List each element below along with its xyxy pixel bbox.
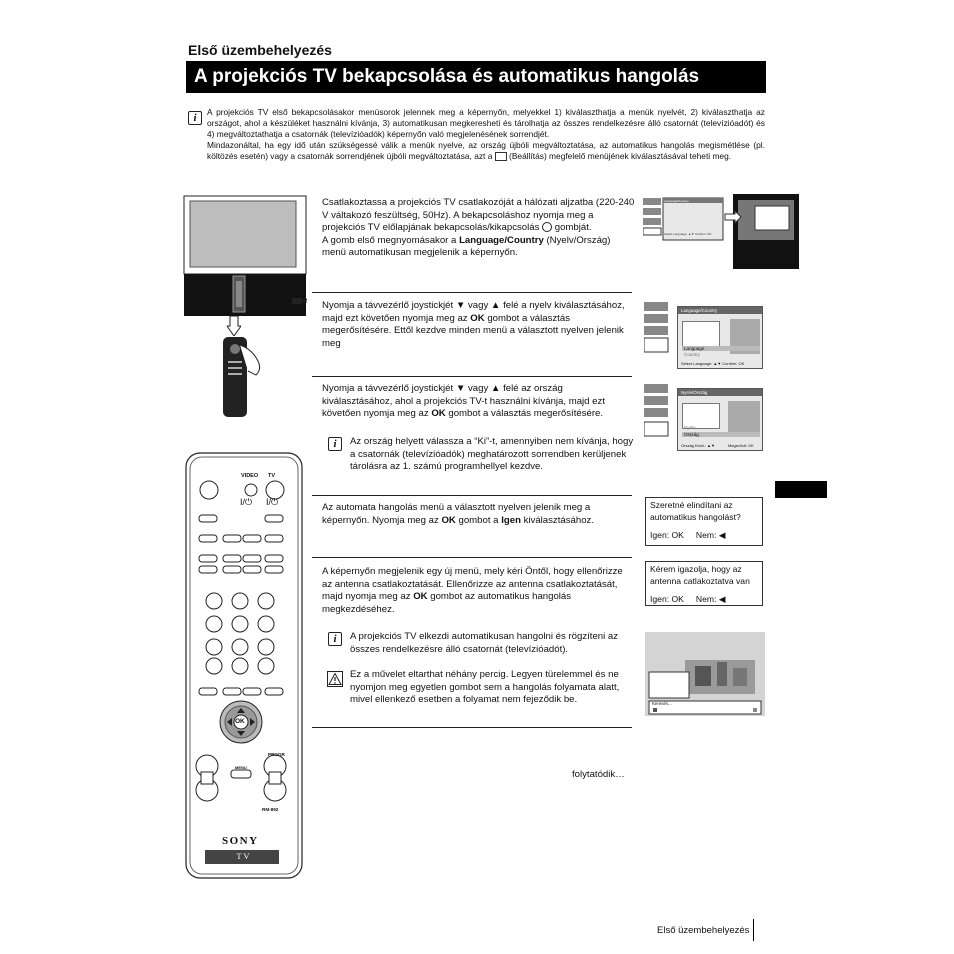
footer-rule [753,919,754,941]
remote-brand-logo: SONY [222,835,259,847]
step-3-note: Az ország helyett válassza a “Ki”-t, amennyiben nem kívánja, hogy a csatornák (televízióadók) meghatározott sorrendben kerüljenek tárolásra az 1. számú programhellyel kezdve. [350,436,634,472]
nyelv-orszag-menu [677,388,763,451]
language-country-menu [677,306,763,369]
warning-icon [327,671,343,687]
search-progress-label: Keresés... [652,701,672,706]
info-icon: i [328,632,342,646]
setup-icon [495,152,507,161]
menu-hint-select: Ország Kivál.: ▲▼ [681,443,715,448]
chapter-tab [775,481,827,498]
menu-title: Nyelv/Ország [678,389,762,396]
yes-option[interactable]: Igen: OK [650,594,684,604]
menu-title: Language/Country [678,307,762,314]
no-option[interactable]: Nem: ◀ [695,594,726,604]
remote-video-label: VIDEO [241,473,259,479]
remote-model-label: RM-892 [262,807,279,812]
menu-option-nyelv[interactable]: Nyelv [684,425,696,430]
intro-text [207,107,765,162]
remote-tv-badge: T V [236,851,250,861]
prompt-line-2: automatikus hangolást? [650,511,741,522]
auto-tuning-prompt [645,497,763,546]
arrow-down-icon [227,316,241,336]
remote-tv-label: TV [268,473,276,479]
remote-ok-label: OK [235,718,245,725]
menu-option-language[interactable]: Language [682,346,760,351]
step-5-note-1: A projekciós TV elkezdi automatikusan hangolni és rögzíteni az összes rendelkezésre álló csatornát (televízióadót). [350,631,619,655]
remote-menu-label: MENU [235,765,247,770]
menu-hint-confirm: Megerősít: OK [728,443,754,448]
menu-preview-box [682,321,720,347]
plug-icon [292,296,308,306]
thumb-menu-title: Language/Country [664,199,689,203]
antenna-check-prompt [645,561,763,606]
intro-paragraph-1: A projekciós TV első bekapcsolásakor menüsorok jelennek meg a képernyőn, melyekkel 1) kiválaszthatja a menük nyelvét, 2) kiválaszthatja az országot, ahol a készüléket használni kívánja, 3) automatikusan megkeresheti és tárolhatja az összes rendelkezésre álló csatornát (televízióadót) és 4) megváltoztathatja a csatornák (televízióadók) képernyőn való megjelenésének sorrendjét. [207,107,765,139]
remote-power-label-left: I/⏻ [240,497,253,507]
prompt-line-2: antenna catlakoztatva van [650,575,750,586]
menu-option-country[interactable]: Country [684,352,701,357]
continued-label: folytatódik… [572,769,625,780]
remote-progr-label: PROGR [268,752,285,757]
divider [312,557,632,558]
divider [312,292,632,293]
menu-hint: Select Language: ▲▼ Confirm: OK [681,361,745,366]
page-title: A projekciós TV bekapcsolása és automatikus hangolás [186,61,766,93]
remote-control-illustration [185,452,303,879]
menu-side-tabs [644,302,672,358]
divider [312,376,632,377]
step-5-text: A képernyőn megjelenik egy új menü, mely kéri Öntől, hogy ellenőrizze az antenna csatlakoztatását. Ellenőrizze az antenna csatlakoztatását, majd nyomja meg az OK gombot az automatikus hangolás megkezdéséhez. [322,566,623,615]
yes-option[interactable]: Igen: OK [650,530,684,540]
prompt-line-1: Kérem igazolja, hogy az [650,564,742,574]
step-2-text: Nyomja a távvezérlő joystickjét ▼ vagy ▲ felé a nyelv kiválasztásához, majd ezt követően nyomja meg az OK gombot a választás megerősítésére. Ettől kezdve minden menü a választott nyelven jelenik meg [322,300,625,349]
step-5-note-2: Ez a művelet eltarthat néhány percig. Legyen türelemmel és ne nyomjon meg egyetlen gombot sem a hangolás folyamata alatt, mivel ellenkező esetben a folyamat nem fejeződik be. [350,669,620,705]
info-icon: i [328,437,342,451]
divider [312,727,632,728]
prompt-line-1: Szeretné elindítani az [650,500,733,510]
menu-list [728,401,760,435]
projection-tv-illustration [183,195,308,325]
step-3-text: Nyomja a távvezérlő joystickjét ▼ vagy ▲ felé az ország kiválasztásához, ahol a projekciós TV-t használni kívánja, majd ezt követően nyomja meg az OK gombot a választás megerősítésére. [322,383,605,419]
thumb-menu-hint: Select Language: ▲▼ Confirm: OK [664,232,712,236]
footer-section-label: Első üzembehelyezés [657,925,750,936]
step-1-text: Csatlakoztassa a projekciós TV csatlakozóját a hálózati aljzatba (220-240 V váltakozó feszültség, 50Hz). A bekapcsoláshoz nyomja meg a projekciós TV előlapjának bekapcsolás/kikapcsolás gombját. A gomb első megnyomásakor a Language/Country (Nyelv/Ország) menü automatikusan megjelenik a képernyőn. [322,197,635,258]
step-4-text: Az automata hangolás menü a választott nyelven jelenik meg a képernyőn. Nyomja meg az OK gombot a Igen kiválasztásához. [322,502,594,526]
remote-power-label-right: I/⏻ [266,497,279,507]
menu-side-tabs [644,384,672,442]
section-label: Első üzembehelyezés [188,42,332,58]
menu-option-orszag[interactable]: Ország [682,432,760,437]
divider [312,495,632,496]
no-option[interactable]: Nem: ◀ [695,530,726,540]
power-icon [542,222,552,232]
small-remote-hand-illustration [218,335,268,420]
intro-paragraph-2: Mindazonáltal, ha egy idő után szükségessé válik a menük nyelve, az ország újbóli megváltoztatása, az automatikus hangolás megismétlése (pl. költözés esetén) vagy a csatornák sorrendjének újbóli megváltoztatása, azt a (Beállítás) megfelelő menüjének kiválasztásával teheti meg. [207,140,765,161]
info-icon: i [188,111,202,125]
